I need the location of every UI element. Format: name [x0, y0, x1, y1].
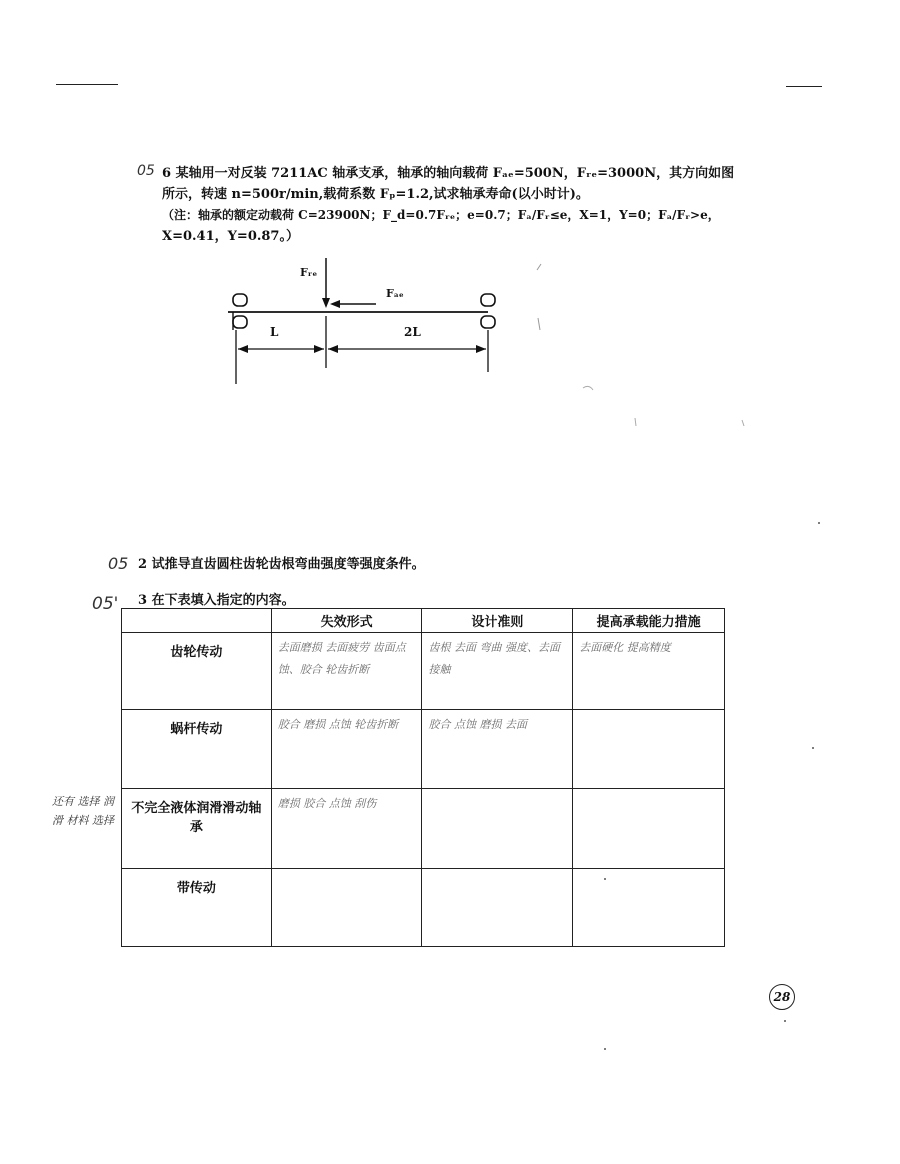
- left-bearing-icon: [233, 294, 247, 330]
- answer-cell[interactable]: 磨损 胶合 点蚀 刮伤: [271, 789, 422, 869]
- scan-speck: [818, 522, 820, 524]
- row-label: 齿轮传动: [122, 633, 272, 710]
- top-left-rule: [56, 84, 118, 85]
- answer-cell[interactable]: [573, 789, 725, 869]
- row-label: 蜗杆传动: [122, 710, 272, 789]
- answer-cell[interactable]: [271, 869, 422, 947]
- q3-text: 3 在下表填入指定的内容。: [138, 593, 295, 608]
- q6-line-2: 所示，转速 n=500r/min,载荷系数 Fₚ=1.2,试求轴承寿命(以小时计)。: [162, 187, 589, 202]
- table-row: [122, 710, 725, 789]
- dim-arrow-left-icon: [238, 345, 324, 353]
- answer-cell[interactable]: [422, 869, 573, 947]
- q6-line-3: （注：轴承的额定动载荷 C=23900N；F_d=0.7Fᵣₑ；e=0.7；Fₐ/Fᵣ≤e，X=1，Y=0；Fₐ/Fᵣ>e，: [162, 208, 720, 222]
- answer-cell[interactable]: 齿根 去面 弯曲 强度、去面接触: [422, 633, 573, 710]
- header-blank: [122, 609, 272, 633]
- answer-cell[interactable]: 胶合 点蚀 磨损 去面: [422, 710, 573, 789]
- answer-table: [121, 608, 725, 947]
- scan-speck: [812, 747, 814, 749]
- row-label: 不完全液体润滑滑动轴承: [122, 789, 272, 869]
- q2-score: 05: [108, 554, 129, 573]
- q6-line-1: 6 某轴用一对反装 7211AC 轴承支承，轴承的轴向载荷 Fₐₑ=500N，Fᵣₑ=3000N，其方向如图: [162, 166, 735, 181]
- header-design-criterion: 设计准则: [422, 609, 573, 633]
- table-header-row: [122, 609, 725, 633]
- label-dim-l: L: [270, 325, 279, 339]
- dim-arrow-right-icon: [328, 345, 486, 353]
- page-number: 28: [769, 984, 795, 1010]
- q3-score: 05': [92, 594, 119, 614]
- right-bearing-icon: [481, 294, 495, 328]
- q6-line-4: X=0.41，Y=0.87。）: [162, 229, 299, 244]
- answer-cell[interactable]: 去面硬化 提高精度: [573, 633, 725, 710]
- header-failure-mode: 失效形式: [271, 609, 422, 633]
- answer-cell[interactable]: [422, 789, 573, 869]
- table-row: [122, 633, 725, 710]
- answer-cell[interactable]: [573, 710, 725, 789]
- scan-speck: [604, 878, 606, 880]
- top-right-rule: [786, 86, 822, 87]
- row-label: 带传动: [122, 869, 272, 947]
- margin-handwritten-note: 还有 选择 润滑 材料 选择: [52, 795, 114, 827]
- axial-force-arrow-icon: [330, 300, 376, 308]
- q2-text: 2 试推导直齿圆柱齿轮齿根弯曲强度等强度条件。: [138, 557, 425, 572]
- table-row: [122, 789, 725, 869]
- scan-speck: [604, 1048, 606, 1050]
- label-dim-2l: 2L: [404, 325, 421, 339]
- label-radial-load: Fᵣₑ: [300, 266, 318, 279]
- q6-score: 05: [137, 163, 155, 179]
- header-capacity-measures: 提高承载能力措施: [573, 609, 725, 633]
- answer-cell[interactable]: [573, 869, 725, 947]
- scan-speck: [784, 1020, 786, 1022]
- radial-force-arrow-icon: [322, 258, 330, 308]
- answer-cell[interactable]: 去面磨损 去面疲劳 齿面点蚀、胶合 轮齿折断: [271, 633, 422, 710]
- table-row: [122, 869, 725, 947]
- answer-cell[interactable]: 胶合 磨损 点蚀 轮齿折断: [271, 710, 422, 789]
- label-axial-load: Fₐₑ: [386, 287, 404, 300]
